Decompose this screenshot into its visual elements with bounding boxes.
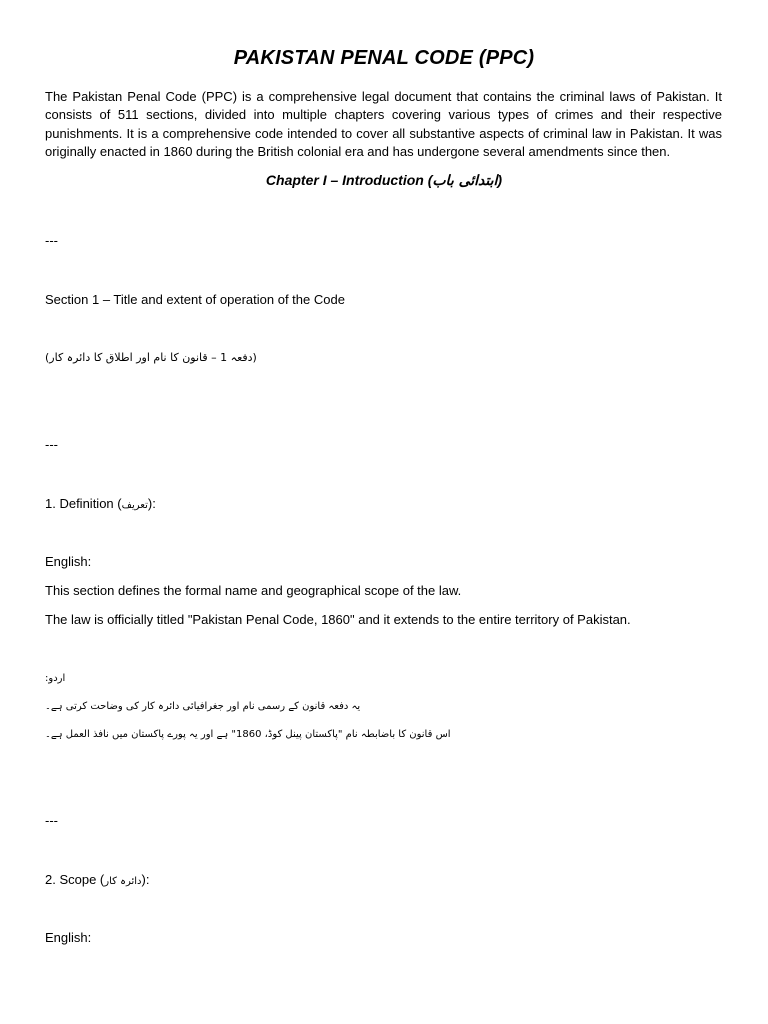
separator: --- (45, 233, 58, 248)
section-heading-urdu: (دفعہ 1 – قانون کا نام اور اطلاق کا دائرہ کار) (45, 351, 257, 364)
urdu-label: اردو: (45, 673, 66, 684)
urdu-text-line: یہ دفعہ قانون کے رسمی نام اور جغرافیائی دائرہ کار کی وضاحت کرتی ہے۔ (45, 701, 361, 712)
intro-paragraph: The Pakistan Penal Code (PPC) is a comprehensive legal document that contains the criminal laws of Pakistan. It consists of 511 sections, divided into multiple chapters covering various types of crimes and their respective punishments. It is a comprehensive code intended to cover all substantive aspects of criminal law in Pakistan. It was originally enacted in 1860 during the British colonial era and has undergone several amendments since then. (45, 89, 722, 160)
definition-urdu: تعریف (121, 500, 148, 511)
chapter-label: Chapter I – Introduction ( (265, 172, 433, 188)
english-label: English: (45, 930, 92, 945)
english-text-line: This section defines the formal name and geographical scope of the law. (45, 583, 462, 598)
scope-suffix: ): (141, 872, 150, 887)
definition-heading (45, 496, 156, 511)
chapter-heading (0, 172, 768, 189)
scope-prefix: 2. Scope ( (45, 872, 105, 887)
chapter-close: ) (497, 172, 503, 188)
scope-heading (45, 872, 149, 887)
english-label: English: (45, 554, 92, 569)
chapter-urdu-title: ابتدائی باب (432, 173, 498, 189)
separator: --- (45, 437, 58, 452)
document-title: PAKISTAN PENAL CODE (PPC) (233, 47, 535, 69)
definition-suffix: ): (147, 496, 156, 511)
english-text-line: The law is officially titled "Pakistan Penal Code, 1860" and it extends to the entire territory of Pakistan. (45, 612, 631, 627)
scope-urdu: دائرہ کار (104, 876, 142, 887)
section-heading: Section 1 – Title and extent of operation of the Code (45, 292, 345, 307)
separator: --- (45, 813, 58, 828)
definition-prefix: 1. Definition ( (45, 496, 122, 511)
urdu-text-line: اس قانون کا باضابطہ نام "پاکستان پینل کوڈ، 1860" ہے اور یہ پورے پاکستان میں نافذ العمل ہے۔ (45, 729, 451, 740)
